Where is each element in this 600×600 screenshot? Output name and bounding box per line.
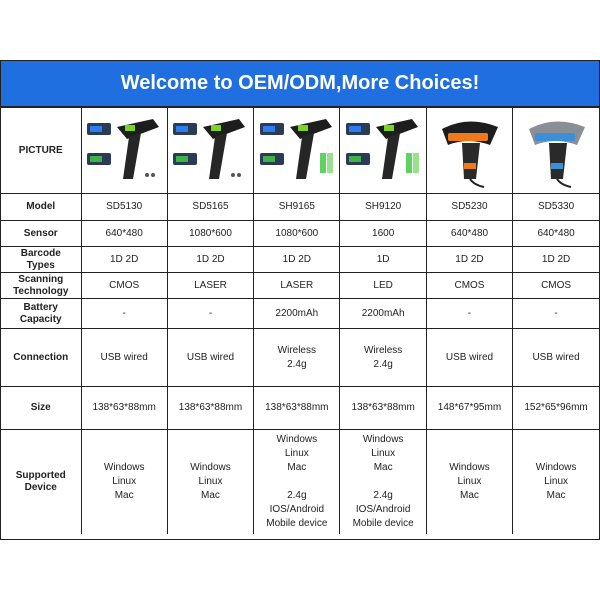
cell-device: Windows Linux Mac 2.4g IOS/Android Mobile device [340,430,426,534]
cell-device: Windows Linux Mac [167,430,253,534]
cell-model: SD5130 [81,194,167,221]
row-size [1,387,599,430]
row-header-model: Model [1,194,81,221]
cell-barcode: 1D 2D [426,247,512,273]
cell-connection: USB wired [426,329,512,387]
row-header-picture: PICTURE [1,108,81,194]
row-header-barcode: Barcode Types [1,247,81,273]
row-connection [1,329,599,387]
row-header-connection: Connection [1,329,81,387]
row-picture [1,108,599,194]
cell-device: Windows Linux Mac [426,430,512,534]
cell-scanning: CMOS [426,273,512,299]
comparison-frame [0,60,600,540]
cell-size: 138*63*88mm [167,387,253,430]
cell-device: Windows Linux Mac [81,430,167,534]
row-header-battery: Battery Capacity [1,299,81,329]
row-battery [1,299,599,329]
cell-size: 138*63*88mm [340,387,426,430]
row-header-sensor: Sensor [1,221,81,247]
grey-blue-barcode-scanner-icon [515,113,597,189]
wireless-barcode-scanner-with-battery-icon [256,113,338,189]
cell-model: SD5230 [426,194,512,221]
cell-connection: USB wired [513,329,599,387]
cell-scanning: CMOS [513,273,599,299]
cell-size: 152*65*96mm [513,387,599,430]
row-scanning [1,273,599,299]
row-device [1,430,599,534]
cell-size: 138*63*88mm [254,387,340,430]
cell-scanning: LASER [254,273,340,299]
cell-battery: - [426,299,512,329]
cell-size: 148*67*95mm [426,387,512,430]
cell-battery: - [81,299,167,329]
cell-battery: 2200mAh [254,299,340,329]
row-barcode [1,247,599,273]
cell-device: Windows Linux Mac [513,430,599,534]
cell-sensor: 1080*600 [167,221,253,247]
cell-model: SD5330 [513,194,599,221]
cell-sensor: 1080*600 [254,221,340,247]
cell-scanning: LASER [167,273,253,299]
row-sensor [1,221,599,247]
comparison-table [1,107,599,534]
cell-connection: Wireless 2.4g [254,329,340,387]
cell-scanning: LED [340,273,426,299]
row-header-size: Size [1,387,81,430]
cell-sensor: 640*480 [513,221,599,247]
product-picture [513,108,599,194]
product-picture [167,108,253,194]
wireless-barcode-scanner-with-battery-icon [342,113,424,189]
cell-battery: 2200mAh [340,299,426,329]
product-picture [81,108,167,194]
cell-barcode: 1D [340,247,426,273]
cell-connection: USB wired [81,329,167,387]
cell-scanning: CMOS [81,273,167,299]
product-picture [340,108,426,194]
cell-barcode: 1D 2D [81,247,167,273]
row-header-scanning: Scanning Technology [1,273,81,299]
cell-sensor: 640*480 [81,221,167,247]
product-picture [426,108,512,194]
cell-device: Windows Linux Mac 2.4g IOS/Android Mobile device [254,430,340,534]
handheld-barcode-scanner-with-cradle-icon [169,113,251,189]
cell-size: 138*63*88mm [81,387,167,430]
row-model [1,194,599,221]
cell-battery: - [513,299,599,329]
row-header-device: Supported Device [1,430,81,534]
cell-model: SD5165 [167,194,253,221]
product-picture [254,108,340,194]
cell-barcode: 1D 2D [513,247,599,273]
cell-barcode: 1D 2D [254,247,340,273]
cell-model: SH9120 [340,194,426,221]
orange-black-barcode-scanner-icon [428,113,510,189]
cell-sensor: 1600 [340,221,426,247]
cell-battery: - [167,299,253,329]
cell-barcode: 1D 2D [167,247,253,273]
cell-model: SH9165 [254,194,340,221]
cell-connection: Wireless 2.4g [340,329,426,387]
handheld-barcode-scanner-with-cradle-icon [83,113,165,189]
cell-connection: USB wired [167,329,253,387]
cell-sensor: 640*480 [426,221,512,247]
banner-title: Welcome to OEM/ODM,More Choices! [1,61,599,107]
